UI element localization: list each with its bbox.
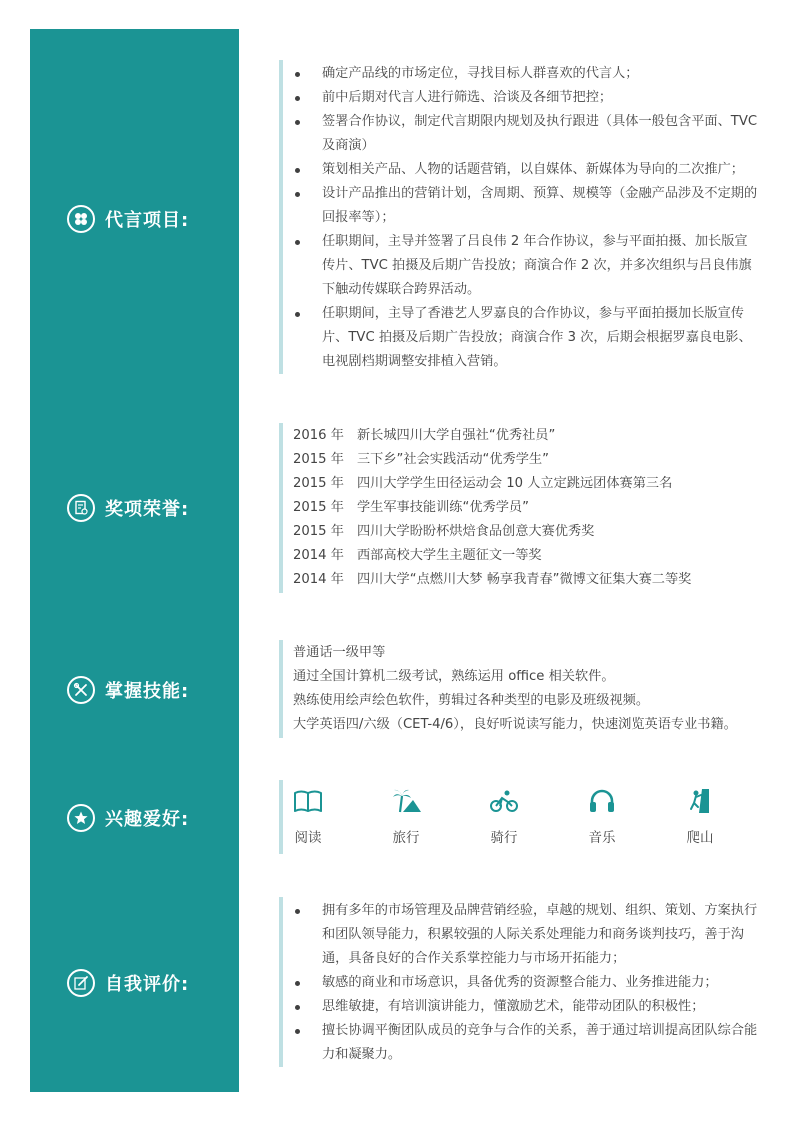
section-title: 兴趣爱好: <box>105 809 190 830</box>
list-item: 任职期间，主导并签署了吕良伟 2 年合作协议，参与平面拍摄、加长版宣传片、TVC 拍摄及后期广告投放；商演合作 2 次，并多次组织与吕良伟旗下触动传媒联合跨界活动。 <box>293 230 758 302</box>
section-label-hobbies <box>67 802 189 834</box>
list-item: 拥有多年的市场管理及品牌营销经验，卓越的规划、组织、策划、方案执行和团队领导能力，积累较强的人际关系处理能力和商务谈判技巧，善于沟通，具备良好的合作关系掌控能力与市场开拓能力； <box>293 899 758 971</box>
star-icon <box>67 804 95 832</box>
hobby-item <box>489 786 587 846</box>
headphones-icon <box>587 786 617 816</box>
skill-item: 通过全国计算机二级考试，熟练运用 office 相关软件。 <box>293 669 615 684</box>
tools-icon <box>67 676 95 704</box>
award-year: 2015 年 <box>293 524 344 539</box>
award-text: 学生军事技能训练“优秀学员” <box>357 500 529 515</box>
award-year: 2016 年 <box>293 428 344 443</box>
skill-item: 大学英语四/六级（CET-4/6），良好听说读写能力，快速浏览英语专业书籍。 <box>293 717 737 732</box>
section-title: 奖项荣誉: <box>105 499 190 520</box>
section-label-self-eval <box>67 967 189 999</box>
list-item: 策划相关产品、人物的话题营销，以自媒体、新媒体为导向的二次推广； <box>293 158 758 182</box>
hobby-item <box>587 786 685 846</box>
hobby-label: 阅读 <box>294 830 322 846</box>
award-year: 2014 年 <box>293 572 344 587</box>
award-row <box>293 496 758 520</box>
award-text: 西部高校大学生主题征文一等奖 <box>357 548 542 563</box>
list-item: 设计产品推出的营销计划，含周期、预算、规模等（金融产品涉及不定期的回报率等）； <box>293 182 758 230</box>
hobby-label: 音乐 <box>588 830 616 846</box>
skill-item: 熟练使用绘声绘色软件，剪辑过各种类型的电影及班级视频。 <box>293 693 650 708</box>
hobbies-row <box>293 786 783 846</box>
certificate-icon <box>67 494 95 522</box>
bicycle-icon <box>489 786 519 816</box>
list-item: 任职期间，主导了香港艺人罗嘉良的合作协议，参与平面拍摄加长版宣传片、TVC 拍摄及后期广告投放；商演合作 3 次，后期会根据罗嘉良电影、电视剧档期调整安排植入营销。 <box>293 302 758 374</box>
section-divider-bar <box>279 897 283 1067</box>
section-label-skills <box>67 674 189 706</box>
self-eval-content <box>293 899 758 1067</box>
list-item: 前中后期对代言人进行筛选、洽谈及各细节把控； <box>293 86 758 110</box>
skill-item: 普通话一级甲等 <box>293 645 386 660</box>
award-row <box>293 544 758 568</box>
hobby-label: 爬山 <box>686 830 714 846</box>
flower-icon <box>67 205 95 233</box>
list-item: 敏感的商业和市场意识，具备优秀的资源整合能力、业务推进能力； <box>293 971 758 995</box>
hobby-label: 骑行 <box>490 830 518 846</box>
palm-tree-icon <box>391 786 421 816</box>
skills-content <box>293 641 758 737</box>
hobby-item <box>293 786 391 846</box>
self-eval-list <box>293 899 758 1067</box>
list-item: 确定产品线的市场定位，寻找目标人群喜欢的代言人； <box>293 62 758 86</box>
section-title: 自我评价: <box>105 974 190 995</box>
award-text: 四川大学学生田径运动会 10 人立定跳远团体赛第三名 <box>357 476 673 491</box>
section-divider-bar <box>279 423 283 593</box>
endorsement-content <box>293 62 758 374</box>
award-year: 2015 年 <box>293 476 344 491</box>
section-title: 代言项目: <box>105 210 190 231</box>
award-row <box>293 424 758 448</box>
edit-icon <box>67 969 95 997</box>
award-year: 2014 年 <box>293 548 344 563</box>
list-item: 思维敏捷，有培训演讲能力，懂激励艺术，能带动团队的积极性； <box>293 995 758 1019</box>
list-item: 擅长协调平衡团队成员的竞争与合作的关系，善于通过培训提高团队综合能力和凝聚力。 <box>293 1019 758 1067</box>
award-text: 四川大学盼盼杯烘焙食品创意大赛优秀奖 <box>357 524 595 539</box>
hobby-label: 旅行 <box>392 830 420 846</box>
section-label-endorsement <box>67 203 189 235</box>
award-year: 2015 年 <box>293 452 344 467</box>
endorsement-list <box>293 62 758 374</box>
awards-content <box>293 424 758 592</box>
section-divider-bar <box>279 60 283 374</box>
section-title: 掌握技能: <box>105 681 190 702</box>
hobby-item <box>685 786 783 846</box>
award-row <box>293 472 758 496</box>
award-row <box>293 448 758 472</box>
hobby-item <box>391 786 489 846</box>
award-text: 新长城四川大学自强社“优秀社员” <box>357 428 556 443</box>
section-label-awards <box>67 492 189 524</box>
award-text: 四川大学“点燃川大梦 畅享我青春”微博文征集大赛二等奖 <box>357 572 692 587</box>
award-text: 三下乡”社会实践活动“优秀学生” <box>357 452 549 467</box>
book-icon <box>293 786 323 816</box>
climbing-icon <box>685 786 715 816</box>
award-row <box>293 568 758 592</box>
sidebar <box>30 29 239 1092</box>
list-item: 签署合作协议，制定代言期限内规划及执行跟进（具体一般包含平面、TVC 及商演） <box>293 110 758 158</box>
award-year: 2015 年 <box>293 500 344 515</box>
section-divider-bar <box>279 780 283 854</box>
section-divider-bar <box>279 640 283 738</box>
award-row <box>293 520 758 544</box>
